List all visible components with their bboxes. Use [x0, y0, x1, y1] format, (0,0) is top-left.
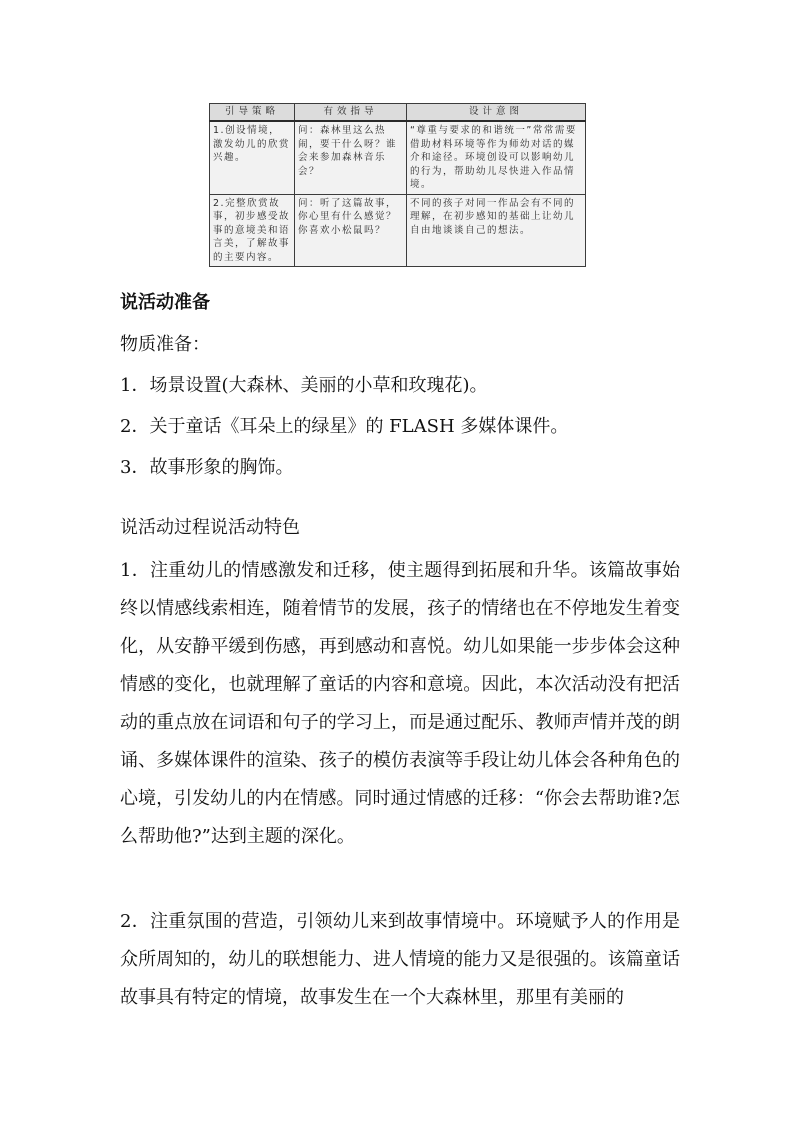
section-heading: 说活动准备: [120, 292, 210, 313]
table-cell: 2.完整欣赏故事，初步感受故事的意境美和语言美，了解故事的主要内容。: [210, 194, 295, 267]
paragraph-1: 1．注重幼儿的情感激发和迁移，使主题得到拓展和升华。该篇故事始终以情感线索相连，随着情节的发展，孩子的情绪也在不停地发生着变化，从安静平缓到伤感，再到感动和喜悦。幼儿如果能一步步体会这种情感的变化，也就理解了童话的内容和意境。因此，本次活动没有把活动的重点放在词语和句子的学习上，而是通过配乐、教师声情并茂的朗诵、多媒体课件的渲染、孩子的模仿表演等手段让幼儿体会各种角色的心境，引发幼儿的内在情感。同时通过情感的迁移：“你会去帮助谁?怎么帮助他?”达到主题的深化。: [120, 560, 680, 847]
table-header-strategy: 引导策略: [210, 104, 295, 122]
paragraph-2: 2．注重氛围的营造，引领幼儿来到故事情境中。环境赋予人的作用是众所周知的，幼儿的联想能力、进人情境的能力又是很强的。该篇童话故事具有特定的情境，故事发生在一个大森林里，那里有美丽的: [120, 911, 680, 1008]
strategy-table: [209, 103, 586, 267]
table-cell: 问：森林里这么热闹，要干什么呀？谁会来参加森林音乐会？: [295, 121, 407, 194]
table-row: [210, 194, 586, 267]
table-row: [210, 121, 586, 194]
material-item-1: 1．场景设置(大森林、美丽的小草和玫瑰花)。: [120, 375, 488, 396]
table-cell: “尊重与要求的和谐统一”常常需要借助材料环境等作为师幼对话的媒介和途径。环境创设可以影响幼儿的行为，帮助幼儿尽快进入作品情境。: [407, 121, 586, 194]
table-header-intent: 设计意图: [407, 104, 586, 122]
material-item-2: 2．关于童话《耳朵上的绿星》的 FLASH 多媒体课件。: [120, 416, 569, 437]
material-item-3: 3．故事形象的胸饰。: [120, 457, 294, 478]
process-heading: 说活动过程说活动特色: [120, 517, 300, 538]
table-header-guidance: 有效指导: [295, 104, 407, 122]
table-header-row: [210, 104, 586, 122]
material-label: 物质准备：: [120, 334, 210, 355]
table-cell: 问：听了这篇故事，你心里有什么感觉？你喜欢小松鼠吗？: [295, 194, 407, 267]
table-cell: 1.创设情境，激发幼儿的欣赏兴趣。: [210, 121, 295, 194]
table-cell: 不同的孩子对同一作品会有不同的理解，在初步感知的基础上让幼儿自由地谈谈自己的想法。: [407, 194, 586, 267]
